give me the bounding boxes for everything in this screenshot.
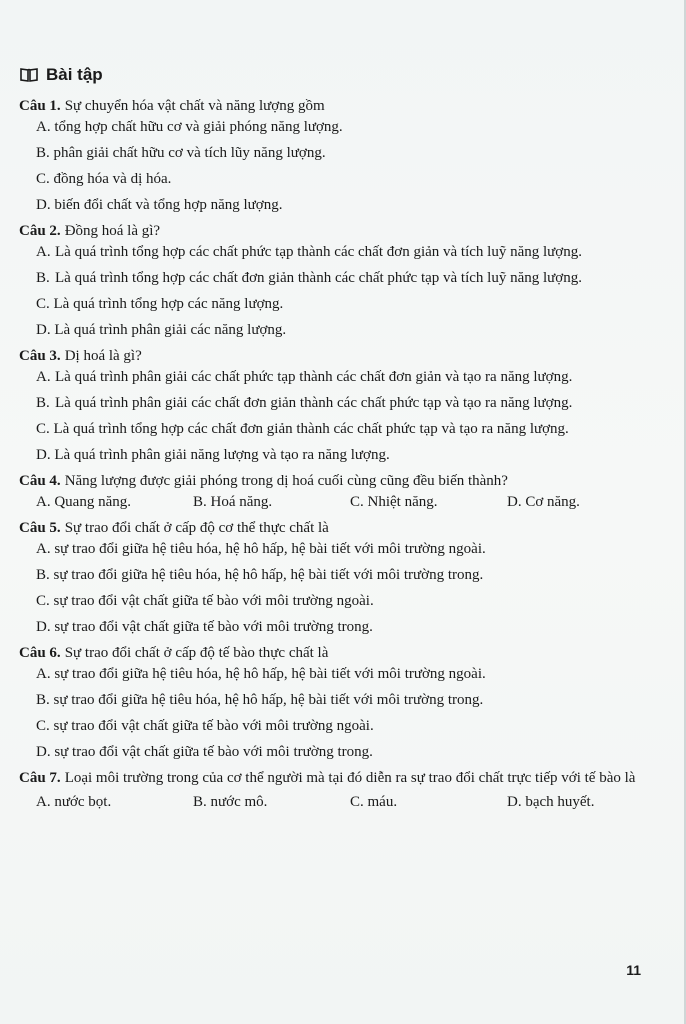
answer-option: D. biến đổi chất và tổng hợp năng lượng. <box>36 197 283 213</box>
question-text: Năng lượng được giải phóng trong dị hoá cuối cùng cũng đều biến thành? <box>64 473 508 489</box>
question-6 <box>19 643 645 762</box>
question-label: Câu 3. <box>19 348 61 364</box>
answer-option <box>19 393 645 413</box>
question-text: Sự trao đổi chất ở cấp độ cơ thể thực chất là <box>64 520 329 536</box>
option-letter: A. <box>36 244 51 260</box>
question-label: Câu 5. <box>19 520 61 536</box>
question-text: Dị hoá là gì? <box>64 348 142 364</box>
answer-option: C. sự trao đổi vật chất giữa tế bào với môi trường ngoài. <box>36 718 374 734</box>
question-stem <box>19 518 645 539</box>
answer-option: D. Là quá trình phân giải năng lượng và tạo ra năng lượng. <box>36 447 390 463</box>
option-text: Là quá trình phân giải các chất phức tạp thành các chất đơn giản và tạo ra năng lượng. <box>55 369 573 385</box>
answer-option: C. Nhiệt năng. <box>350 494 438 510</box>
option-letter: B. <box>36 270 50 286</box>
question-2 <box>19 221 645 340</box>
answer-option: B. sự trao đổi giữa hệ tiêu hóa, hệ hô hấp, hệ bài tiết với môi trường trong. <box>36 692 484 708</box>
question-5 <box>19 518 645 637</box>
question-label: Câu 1. <box>19 98 61 114</box>
option-letter: A. <box>36 369 51 385</box>
question-label: Câu 4. <box>19 473 61 489</box>
answer-option: D. bạch huyết. <box>507 794 595 810</box>
option-text: Là quá trình phân giải các chất đơn giản thành các chất phức tạp và tạo ra năng lượng. <box>55 395 573 411</box>
answer-option-row <box>19 792 645 812</box>
question-text: Đồng hoá là gì? <box>64 223 161 239</box>
answer-option <box>19 268 645 288</box>
answer-option: A. Quang năng. <box>36 494 131 510</box>
answer-option: A. tổng hợp chất hữu cơ và giải phóng năng lượng. <box>36 119 343 135</box>
option-text: Là quá trình tổng hợp các chất phức tạp thành các chất đơn giản và tích luỹ năng lượng. <box>55 244 582 260</box>
answer-option <box>19 242 645 262</box>
answer-option: A. nước bọt. <box>36 794 112 810</box>
answer-option: B. Hoá năng. <box>193 494 273 510</box>
answer-option: C. đồng hóa và dị hóa. <box>36 171 172 187</box>
answer-option: D. sự trao đổi vật chất giữa tế bào với môi trường trong. <box>36 744 373 760</box>
section-heading <box>19 62 645 88</box>
answer-option-row <box>19 492 645 512</box>
answer-option: C. máu. <box>350 794 398 810</box>
question-label: Câu 6. <box>19 645 61 661</box>
question-list <box>19 96 645 812</box>
page-number: 11 <box>626 962 641 978</box>
answer-option: D. Cơ năng. <box>507 494 580 510</box>
question-4 <box>19 471 645 512</box>
question-1 <box>19 96 645 215</box>
question-label: Câu 2. <box>19 223 61 239</box>
answer-option: C. Là quá trình tổng hợp các chất đơn giản thành các chất phức tạp và tạo ra năng lượng. <box>36 421 569 437</box>
open-book-icon <box>19 67 39 83</box>
question-stem <box>19 96 645 117</box>
answer-option: D. sự trao đổi vật chất giữa tế bào với môi trường trong. <box>36 619 373 635</box>
answer-option: B. phân giải chất hữu cơ và tích lũy năng lượng. <box>36 145 326 161</box>
question-text: Sự trao đổi chất ở cấp độ tế bào thực chất là <box>64 645 329 661</box>
answer-option: A. sự trao đổi giữa hệ tiêu hóa, hệ hô hấp, hệ bài tiết với môi trường ngoài. <box>36 541 486 557</box>
question-label: Câu 7. <box>19 770 61 786</box>
question-text: Sự chuyển hóa vật chất và năng lượng gồm <box>64 98 325 114</box>
option-text: Là quá trình tổng hợp các chất đơn giản thành các chất phức tạp và tích luỹ năng lượng. <box>55 270 582 286</box>
question-7 <box>19 768 645 812</box>
answer-option <box>19 367 645 387</box>
option-letter: B. <box>36 395 50 411</box>
question-3 <box>19 346 645 465</box>
exercise-content <box>19 62 645 818</box>
answer-option: B. sự trao đổi giữa hệ tiêu hóa, hệ hô hấp, hệ bài tiết với môi trường trong. <box>36 567 484 583</box>
question-stem <box>19 471 645 492</box>
question-stem <box>19 221 645 242</box>
section-title: Bài tập <box>46 65 103 84</box>
question-stem <box>19 643 645 664</box>
answer-option: D. Là quá trình phân giải các năng lượng. <box>36 322 287 338</box>
answer-option: C. sự trao đổi vật chất giữa tế bào với môi trường ngoài. <box>36 593 374 609</box>
answer-option: C. Là quá trình tổng hợp các năng lượng. <box>36 296 284 312</box>
question-stem <box>19 346 645 367</box>
answer-option: A. sự trao đổi giữa hệ tiêu hóa, hệ hô hấp, hệ bài tiết với môi trường ngoài. <box>36 666 486 682</box>
question-stem <box>19 768 645 788</box>
question-text: Loại môi trường trong của cơ thể người mà tại đó diễn ra sự trao đổi chất trực tiếp với tế bào là <box>64 770 636 786</box>
answer-option: B. nước mô. <box>193 794 268 810</box>
